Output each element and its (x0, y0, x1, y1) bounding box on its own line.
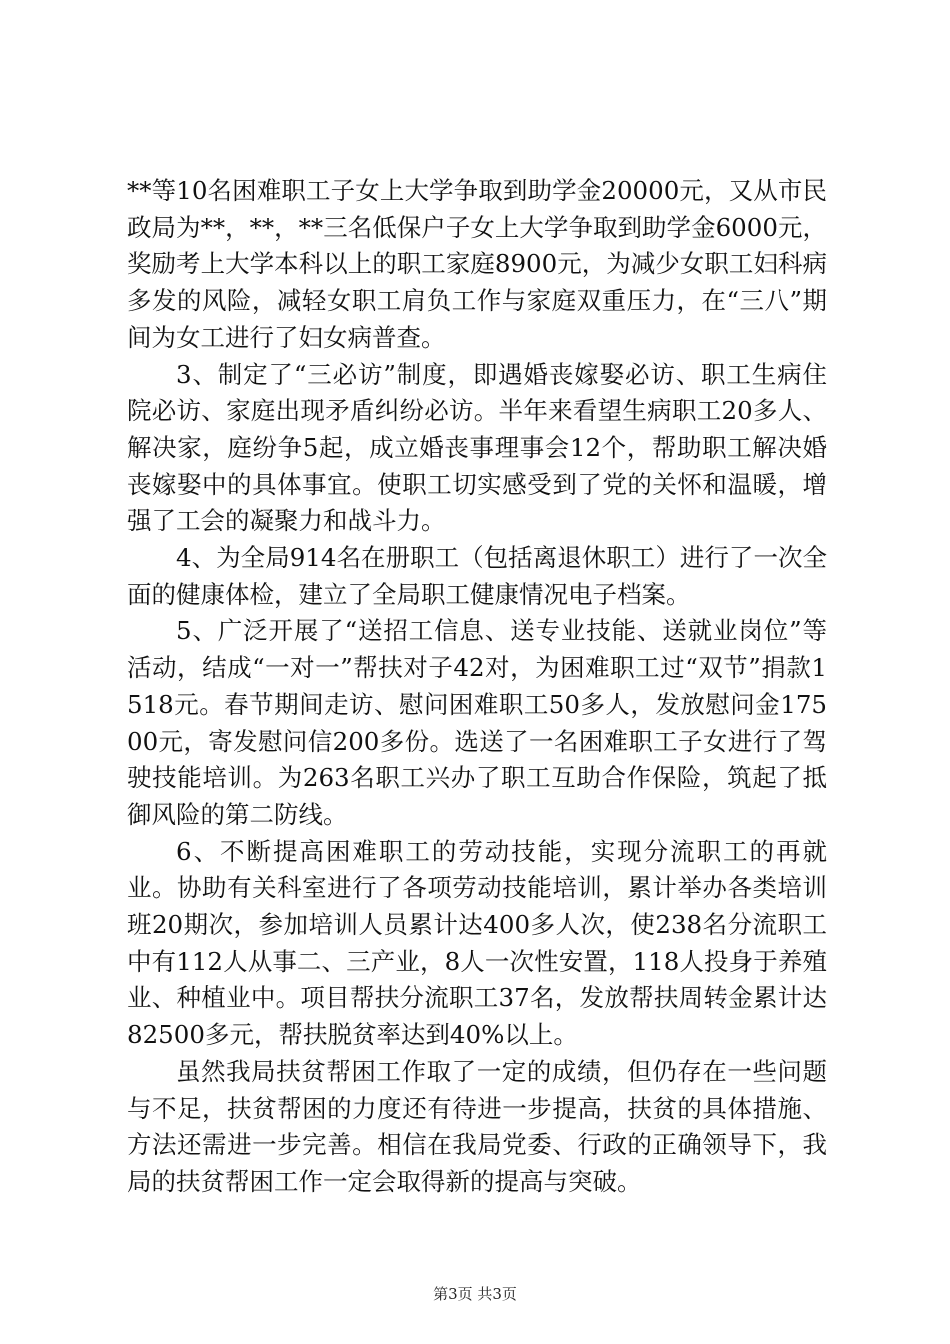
paragraph-conclusion: 虽然我局扶贫帮困工作取了一定的成绩，但仍存在一些问题与不足，扶贫帮困的力度还有待进一步提高，扶贫的具体措施、方法还需进一步完善。相信在我局党委、行政的正确领导下，我局的扶贫帮困工作一定会取得新的提高与突破。 (127, 1056, 827, 1196)
page-footer (0, 1284, 950, 1304)
paragraph-item-5: 5、广泛开展了“送招工信息、送专业技能、送就业岗位”等活动，结成“一对一”帮扶对子42对，为困难职工过“双节”捐款1518元。春节期间走访、慰问困难职工50多人，发放慰问金17500元，寄发慰问信200多份。选送了一名困难职工子女进行了驾驶技能培训。为263名职工兴办了职工互助合作保险，筑起了抵御风险的第二防线。 (127, 616, 827, 829)
paragraph-item-6: 6、不断提高困难职工的劳动技能，实现分流职工的再就业。协助有关科室进行了各项劳动技能培训，累计举办各类培训班20期次，参加培训人员累计达400多人次，使238名分流职工中有112人从事二、三产业，8人一次性安置，118人投身于养殖业、种植业中。项目帮扶分流职工37名，发放帮扶周转金累计达82500多元，帮扶脱贫率达到40%以上。 (127, 836, 827, 1050)
paragraph-item-4: 4、为全局914名在册职工（包括离退休职工）进行了一次全面的健康体检，建立了全局职工健康情况电子档案。 (127, 543, 827, 609)
paragraph-item-3: 3、制定了“三必访”制度，即遇婚丧嫁娶必访、职工生病住院必访、家庭出现矛盾纠纷必访。半年来看望生病职工20多人、解决家，庭纷争5起，成立婚丧事理事会12个，帮助职工解决婚丧嫁娶中的具体事宜。使职工切实感受到了党的关怀和温暖，增强了工会的凝聚力和战斗力。 (127, 359, 827, 536)
paragraph-continuation: **等10名困难职工子女上大学争取到助学金20000元，又从市民政局为**，**，**三名低保户子女上大学争取到助学金6000元，奖励考上大学本科以上的职工家庭8900元，为减少女职工妇科病多发的风险，减轻女职工肩负工作与家庭双重压力，在“三八”期间为女工进行了妇女病普查。 (127, 176, 827, 352)
document-body (127, 173, 827, 1201)
page-number-label: 第3页 共3页 (433, 1285, 517, 1303)
